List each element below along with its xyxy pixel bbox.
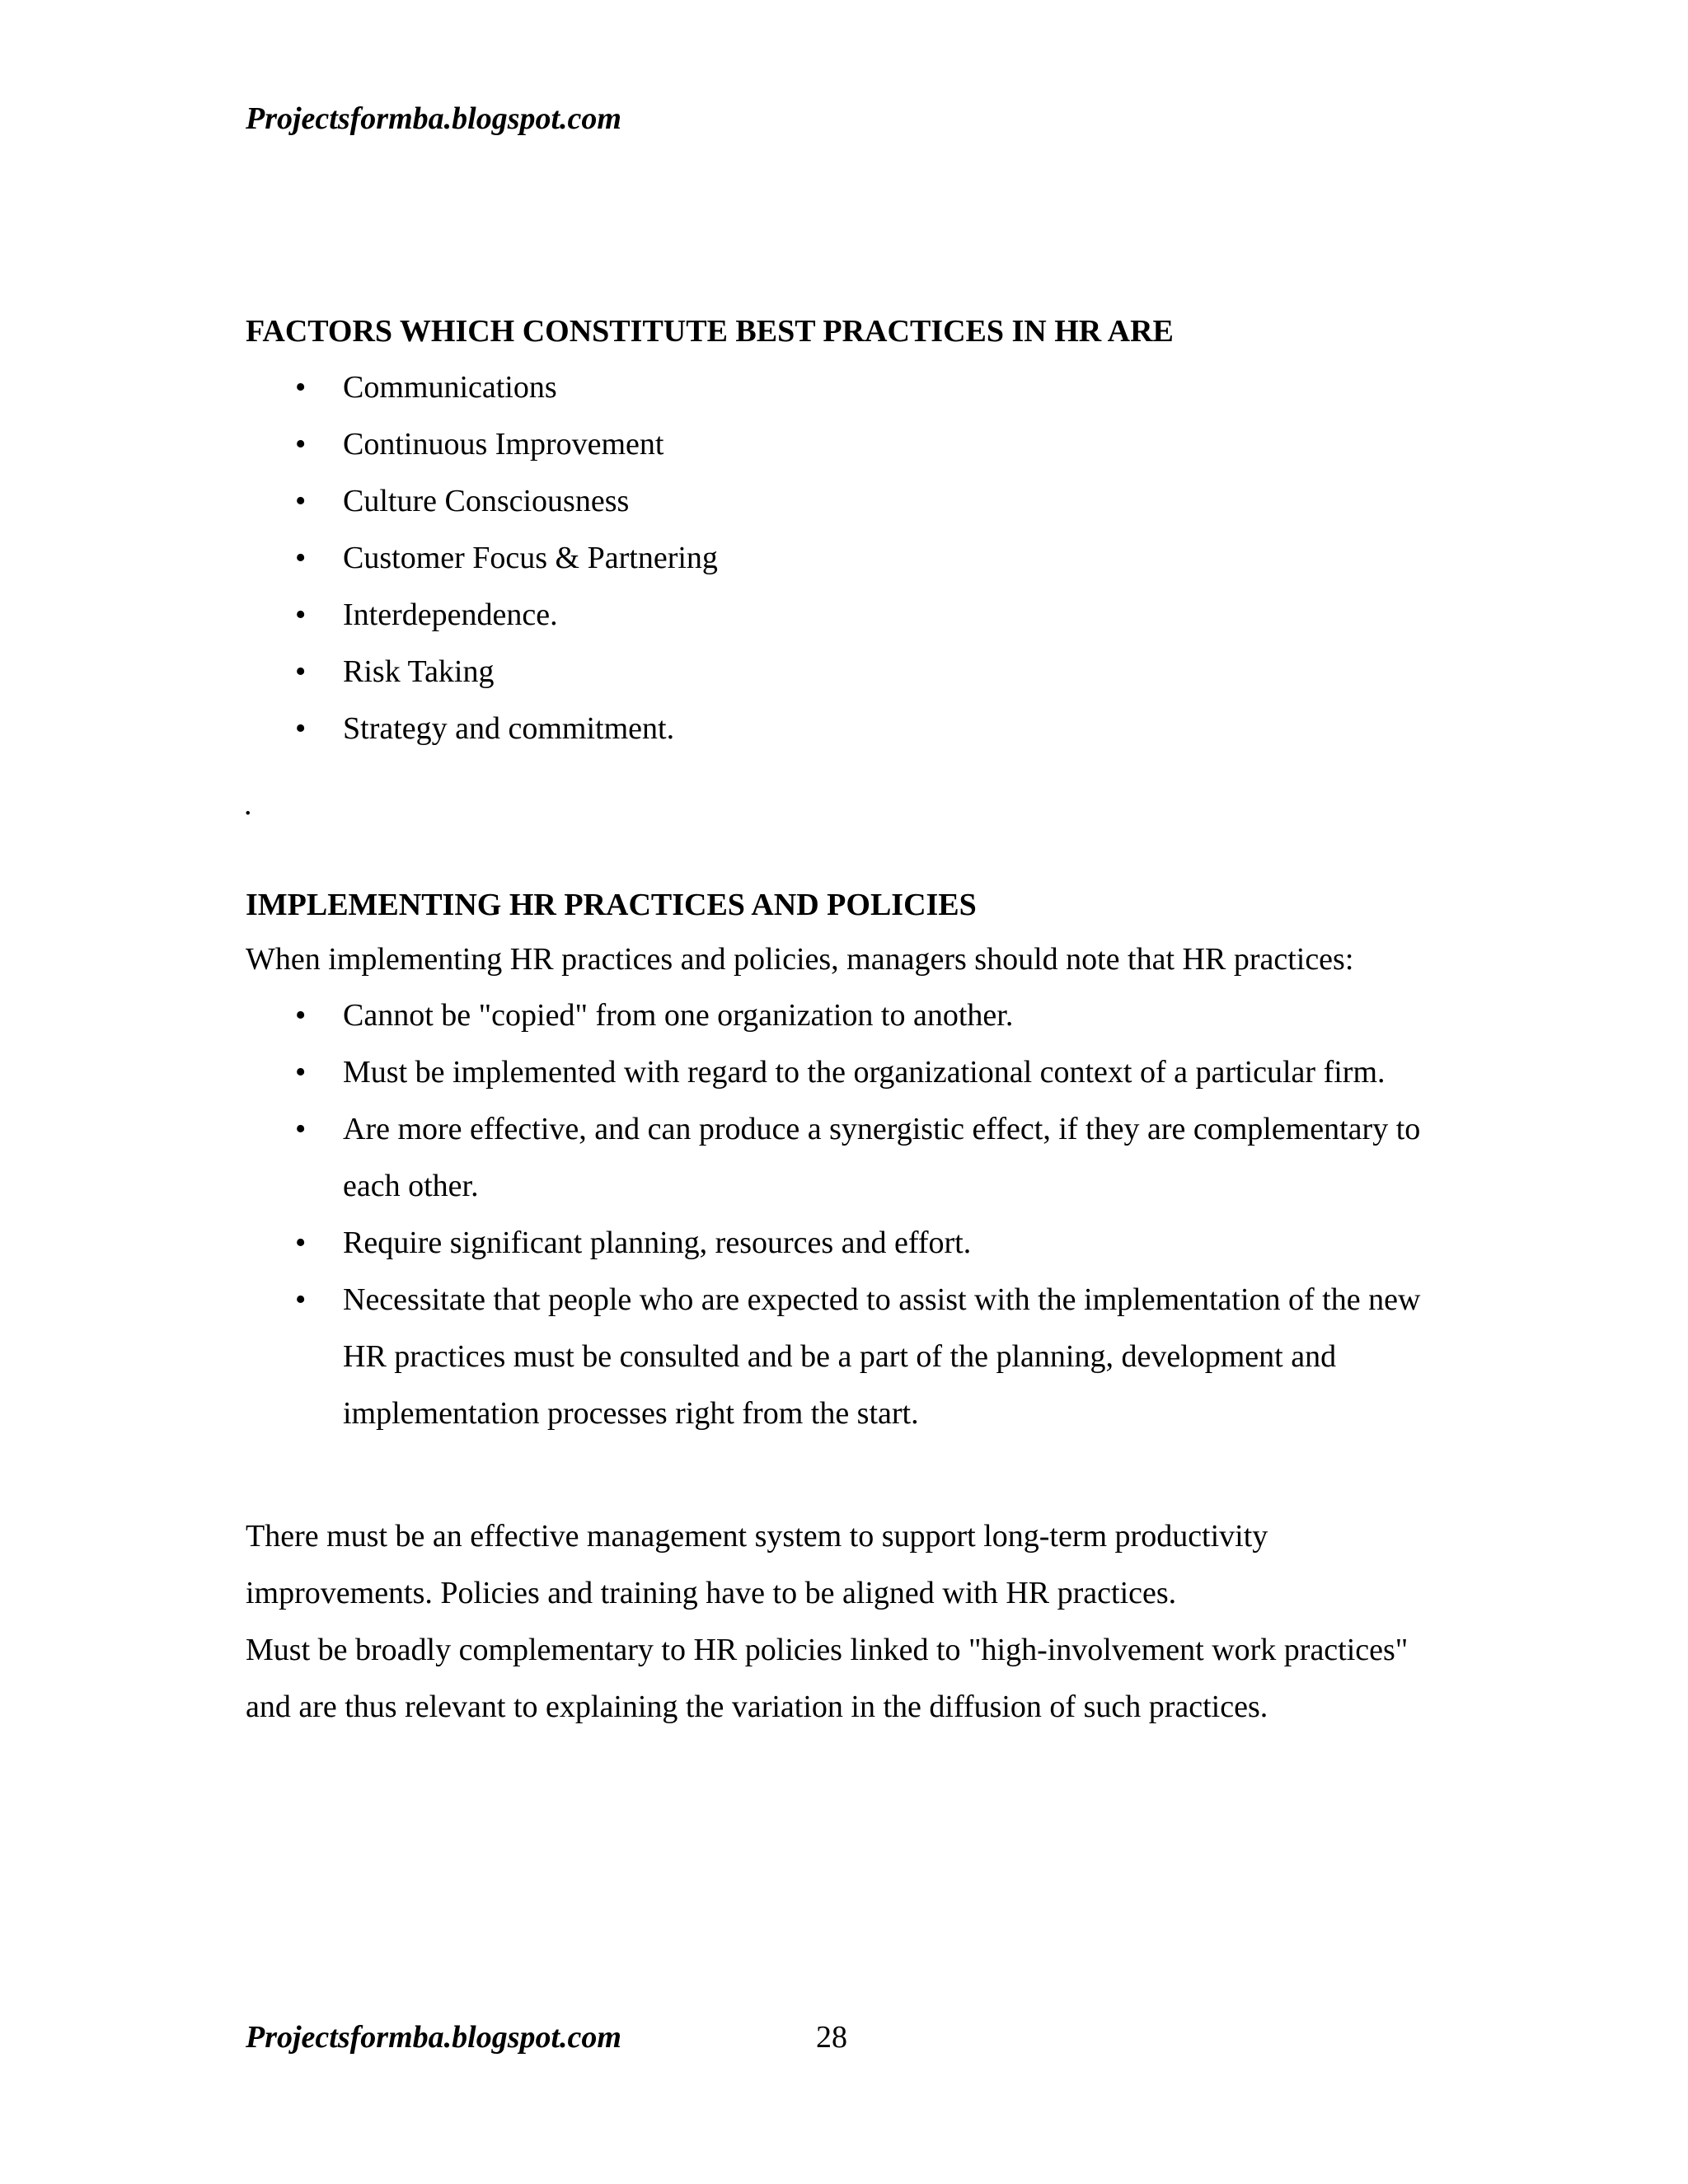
list-item-text: Continuous Improvement: [343, 427, 664, 462]
bullet-icon: •: [295, 484, 307, 518]
section-heading-implementing: IMPLEMENTING HR PRACTICES AND POLICIES: [246, 888, 977, 922]
bullet-icon: •: [295, 654, 307, 689]
list-item-text: Are more effective, and can produce a synergistic effect, if they are complementary to each other.: [343, 1112, 1421, 1203]
list-item: [246, 473, 1449, 530]
bullet-icon: •: [295, 1282, 307, 1317]
list-item: [246, 987, 1432, 1044]
section-heading-best-practices: FACTORS WHICH CONSTITUTE BEST PRACTICES IN HR ARE: [246, 314, 1174, 349]
list-item-text: Cannot be "copied" from one organization to another.: [343, 998, 1014, 1033]
implementation-notes-list: [246, 987, 1432, 1442]
stray-period: .: [244, 787, 252, 822]
list-item-text: Must be implemented with regard to the organizational context of a particular firm.: [343, 1055, 1386, 1090]
list-item-text: Customer Focus & Partnering: [343, 541, 718, 575]
footer-site-name: Projectsformba.blogspot.com: [246, 2020, 621, 2055]
bullet-icon: •: [295, 541, 307, 575]
header-site-name: Projectsformba.blogspot.com: [246, 101, 621, 136]
list-item: [246, 1101, 1432, 1215]
body-paragraph: There must be an effective management system to support long-term productivity improvements. Policies and training have to be aligned with HR practices.: [246, 1519, 1268, 1610]
list-item-text: Strategy and commitment.: [343, 711, 675, 746]
bullet-icon: •: [295, 598, 307, 632]
bullet-icon: •: [295, 998, 307, 1033]
section-intro: When implementing HR practices and policies, managers should note that HR practices:: [246, 942, 1354, 977]
list-item: [246, 1044, 1432, 1101]
list-item: [246, 359, 1449, 416]
bullet-icon: •: [295, 711, 307, 746]
list-item-text: Culture Consciousness: [343, 484, 630, 518]
bullet-icon: •: [295, 1226, 307, 1260]
list-item: [246, 1272, 1432, 1442]
bullet-icon: •: [295, 1055, 307, 1090]
list-item-text: Communications: [343, 370, 557, 405]
list-item-text: Risk Taking: [343, 654, 495, 689]
bullet-icon: •: [295, 370, 307, 405]
list-item: [246, 587, 1449, 644]
list-item-text: Necessitate that people who are expected to assist with the implementation of the new HR practices must be consulted and be a part of the planning, development and implementation processes right from the start.: [343, 1282, 1421, 1431]
body-paragraph: Must be broadly complementary to HR policies linked to "high-involvement work practices" and are thus relevant to explaining the variation in the diffusion of such practices.: [246, 1633, 1409, 1724]
list-item: [246, 416, 1449, 473]
bullet-icon: •: [295, 1112, 307, 1146]
list-item: [246, 1215, 1432, 1272]
best-practices-list: [246, 359, 1449, 757]
list-item-text: Require significant planning, resources and effort.: [343, 1226, 972, 1260]
list-item: [246, 530, 1449, 587]
list-item-text: Interdependence.: [343, 598, 558, 632]
bullet-icon: •: [295, 427, 307, 462]
page-number: 28: [816, 2020, 847, 2055]
list-item: [246, 701, 1449, 757]
list-item: [246, 644, 1449, 701]
